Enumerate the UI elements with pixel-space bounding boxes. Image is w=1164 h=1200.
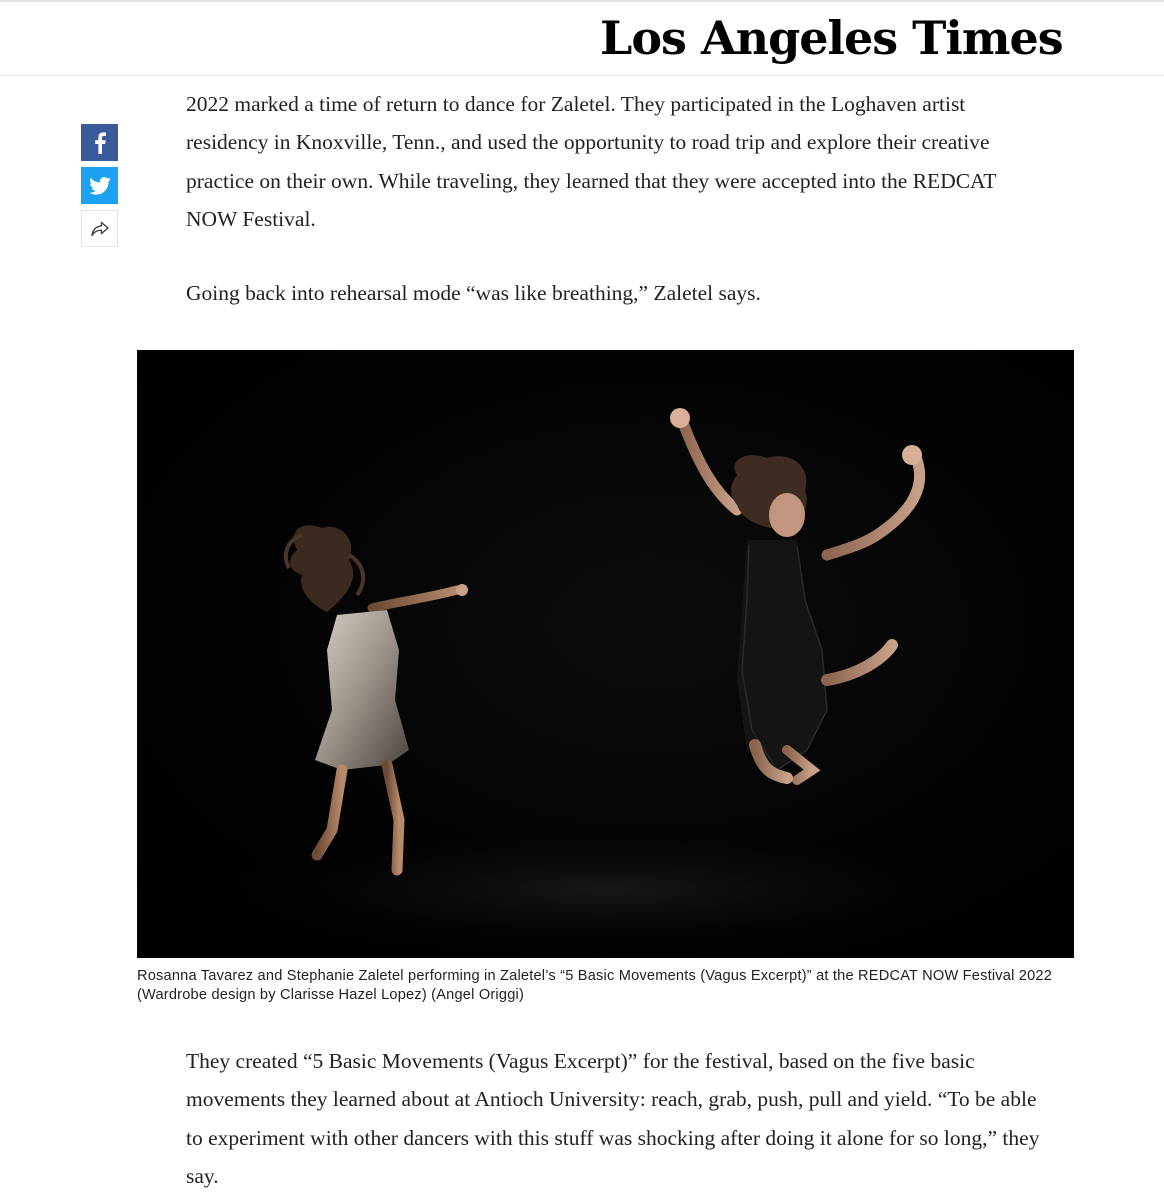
- site-header: [0, 0, 1164, 76]
- twitter-icon: [89, 177, 111, 195]
- dancers-illustration: [137, 350, 1074, 958]
- facebook-share-button[interactable]: [81, 124, 118, 161]
- article-paragraph: Going back into rehearsal mode “was like breathing,” Zaletel says.: [186, 281, 761, 305]
- share-arrow-icon: [90, 220, 110, 238]
- article-paragraph: 2022 marked a time of return to dance for Zaletel. They participated in the Loghaven artist residency in Knoxville, Tenn., and used the opportunity to road trip and explore their creative practice on their own. While traveling, they learned that they were accepted into the REDCAT NOW Festival.: [186, 92, 996, 231]
- dance-performance-photo[interactable]: [137, 350, 1074, 958]
- share-more-button[interactable]: [81, 210, 118, 247]
- dancer-right: [670, 408, 922, 780]
- facebook-icon: [93, 132, 107, 154]
- twitter-share-button[interactable]: [81, 167, 118, 204]
- article-paragraph: They created “5 Basic Movements (Vagus Excerpt)” for the festival, based on the five basic movements they learned about at Antioch University: reach, grab, push, pull and yield. “To be able to experiment with other dancers with this stuff was shocking after doing it alone for so long,” they say.: [186, 1049, 1040, 1188]
- share-rail: [81, 124, 119, 253]
- photo-caption: Rosanna Tavarez and Stephanie Zaletel performing in Zaletel’s “5 Basic Movements (Vagus Excerpt)” at the REDCAT NOW Festival 2022 (Wardrobe design by Clarisse Hazel Lopez) (Angel Origgi): [137, 968, 1053, 1003]
- dancer-left: [286, 525, 468, 870]
- los-angeles-times-logo[interactable]: Los Angeles Times: [600, 11, 1063, 65]
